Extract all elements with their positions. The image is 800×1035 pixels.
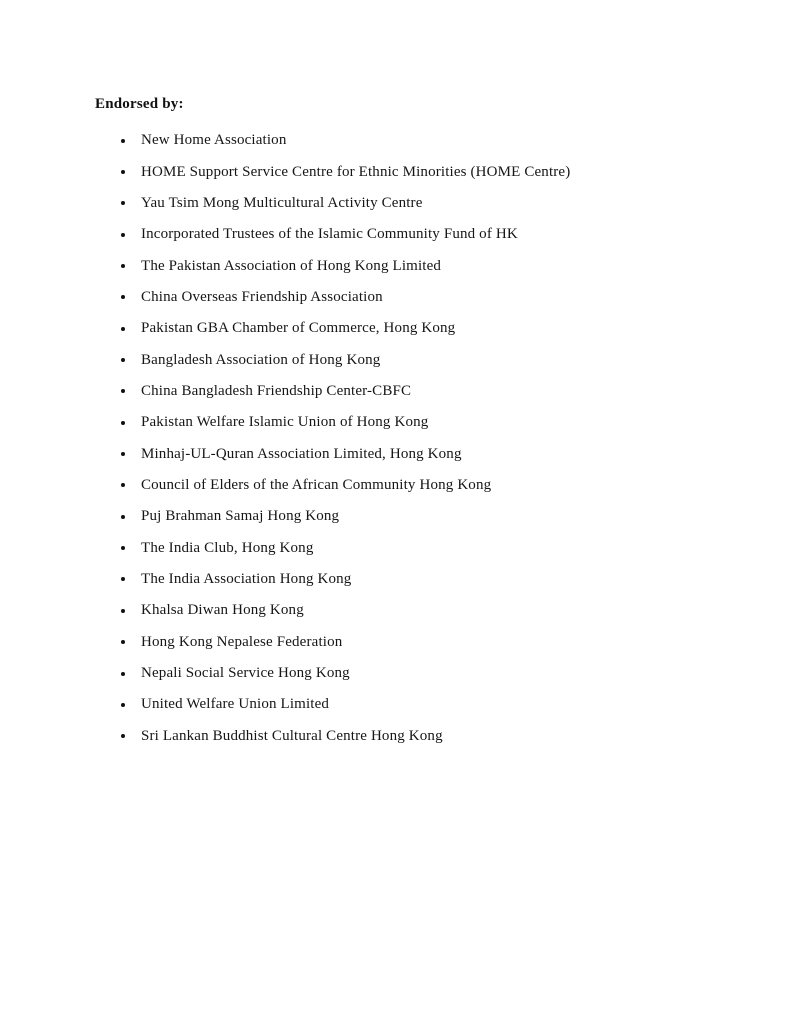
bullet-icon [121,295,125,299]
endorser-name: Yau Tsim Mong Multicultural Activity Centre [141,194,423,211]
list-item [95,595,740,626]
endorser-name: China Bangladesh Friendship Center-CBFC [141,382,412,399]
endorser-name: The India Association Hong Kong [141,570,352,587]
list-item [95,156,740,187]
endorser-name: Bangladesh Association of Hong Kong [141,351,381,368]
bullet-icon [121,327,125,331]
endorser-name: The India Club, Hong Kong [141,539,314,556]
list-item [95,470,740,501]
bullet-icon [121,609,125,613]
endorsers-list [95,125,740,752]
list-item [95,250,740,281]
list-item [95,376,740,407]
list-item [95,689,740,720]
endorser-name: Khalsa Diwan Hong Kong [141,602,304,619]
list-item [95,344,740,375]
endorsed-by-heading: Endorsed by: [95,96,184,112]
endorser-name: HOME Support Service Centre for Ethnic Minorities (HOME Centre) [141,163,571,180]
endorser-name: Pakistan Welfare Islamic Union of Hong Kong [141,414,429,431]
list-item [95,438,740,469]
bullet-icon [121,452,125,456]
bullet-icon [121,703,125,707]
list-item [95,282,740,313]
endorser-name: United Welfare Union Limited [141,696,330,713]
bullet-icon [121,483,125,487]
bullet-icon [121,139,125,143]
endorser-name: China Overseas Friendship Association [141,288,383,305]
bullet-icon [121,170,125,174]
bullet-icon [121,734,125,738]
endorser-name: Pakistan GBA Chamber of Commerce, Hong Kong [141,320,456,337]
endorser-name: Sri Lankan Buddhist Cultural Centre Hong Kong [141,727,443,744]
list-item [95,219,740,250]
bullet-icon [121,358,125,362]
bullet-icon [121,201,125,205]
list-item [95,313,740,344]
endorser-name: Council of Elders of the African Community Hong Kong [141,476,492,493]
bullet-icon [121,546,125,550]
list-item [95,407,740,438]
bullet-icon [121,672,125,676]
bullet-icon [121,264,125,268]
endorser-name: Puj Brahman Samaj Hong Kong [141,508,340,525]
document-content [95,94,740,752]
bullet-icon [121,577,125,581]
bullet-icon [121,421,125,425]
list-item [95,188,740,219]
list-item [95,721,740,752]
endorser-name: Nepali Social Service Hong Kong [141,665,350,682]
list-item [95,564,740,595]
endorser-name: Incorporated Trustees of the Islamic Community Fund of HK [141,226,518,243]
bullet-icon [121,640,125,644]
endorser-name: Hong Kong Nepalese Federation [141,633,343,650]
list-item [95,627,740,658]
endorser-name: The Pakistan Association of Hong Kong Limited [141,257,442,274]
endorser-name: Minhaj-UL-Quran Association Limited, Hong Kong [141,445,462,462]
endorser-name: New Home Association [141,132,287,149]
bullet-icon [121,233,125,237]
bullet-icon [121,515,125,519]
list-item [95,658,740,689]
list-item [95,125,740,156]
list-item [95,532,740,563]
list-item [95,501,740,532]
bullet-icon [121,389,125,393]
